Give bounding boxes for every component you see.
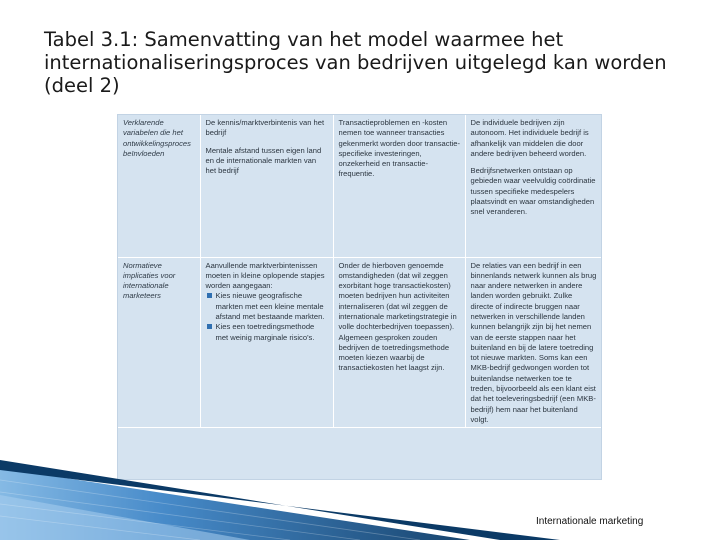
cell-paragraph: De relaties van een bedrijf in een binnenlands netwerk kunnen als brug naar andere netwerken in andere landen worden gebruikt. Zulke directe of indirecte bruggen naar netwerken in verschillende landen kunnen belangrijk zijn bij het nemen van de eerste stappen naar het buitenland en bij de latere toetreding tot nieuwe markten. Soms kan een MKB-bedrijf gedwongen worden tot buitenlandse netwerken toe te treden, bijvoorbeeld als een klant eist dat het toeleveringsbedrijf (een MKB-bedrijf) hem naar het buitenland volgt.	[470, 260, 597, 424]
cell-paragraph: Mentale afstand tussen eigen land en de internationale markten van het bedrijf	[205, 145, 322, 176]
summary-table	[118, 115, 601, 428]
cell-paragraph: De individuele bedrijven zijn autonoom. Het individuele bedrijf is afhankelijk van middelen die door andere bedrijven beheerd worden.	[470, 118, 589, 158]
cell-paragraph: Onder de hierboven genoemde omstandigheden (dat wil zeggen exorbitant hoge transactiekosten) moeten bedrijven hun activiteiten internaliseren (dat wil zeggen de internationale marketingstrategie in volle dochterbedrijven toepassen). Algemeen gesproken zouden bedrijven de toetredingsmethode moeten kiezen waarbij de transactiekosten het laagst zijn.	[338, 260, 457, 373]
footer-text: Internationale marketing	[536, 516, 644, 527]
list-item	[206, 291, 329, 322]
table-cell	[465, 257, 601, 428]
table-row	[118, 257, 601, 428]
list-item-text: Kies nieuwe geografische markten met een kleine mentale afstand met bestaande markten.	[215, 291, 325, 321]
cell-paragraph: Bedrijfsnetwerken ontstaan op gebieden waar veelvuldig coördinatie tussen specifieke medespelers plaatsvindt en waar omstandigheden snel veranderen.	[470, 166, 596, 217]
cell-paragraph: De kennis/marktverbintenis van het bedrijf	[205, 118, 325, 138]
slide-title: Tabel 3.1: Samenvatting van het model waarmee het internationaliseringsproces van bedrijven uitgelegd kan worden (deel 2)	[44, 28, 667, 97]
list-item	[206, 322, 329, 343]
table-row	[118, 115, 601, 257]
decorative-swoosh	[0, 440, 560, 540]
table-cell	[333, 257, 465, 428]
table-cell	[465, 115, 601, 257]
row-header: Normatieve implicaties voor internationale marketeers	[118, 257, 200, 428]
cell-paragraph: Transactieproblemen en -kosten nemen toe wanneer transacties gekenmerkt worden door transactie-specifieke investeringen, onzekerheid en transactie-frequentie.	[338, 118, 461, 179]
cell-paragraph: Aanvullende marktverbintenissen moeten in kleine oplopende stapjes worden aangegaan:	[205, 260, 325, 291]
bullet-list	[206, 291, 329, 342]
square-bullet-icon	[207, 293, 212, 298]
summary-table-image	[117, 114, 602, 480]
table-cell	[200, 257, 333, 428]
square-bullet-icon	[207, 324, 212, 329]
row-header: Verklarende variabelen die het ontwikkelingsproces beïnvloeden	[118, 115, 200, 257]
table-cell	[333, 115, 465, 257]
table-cell	[200, 115, 333, 257]
list-item-text: Kies een toetredingsmethode met weinig marginale risico's.	[215, 322, 315, 342]
